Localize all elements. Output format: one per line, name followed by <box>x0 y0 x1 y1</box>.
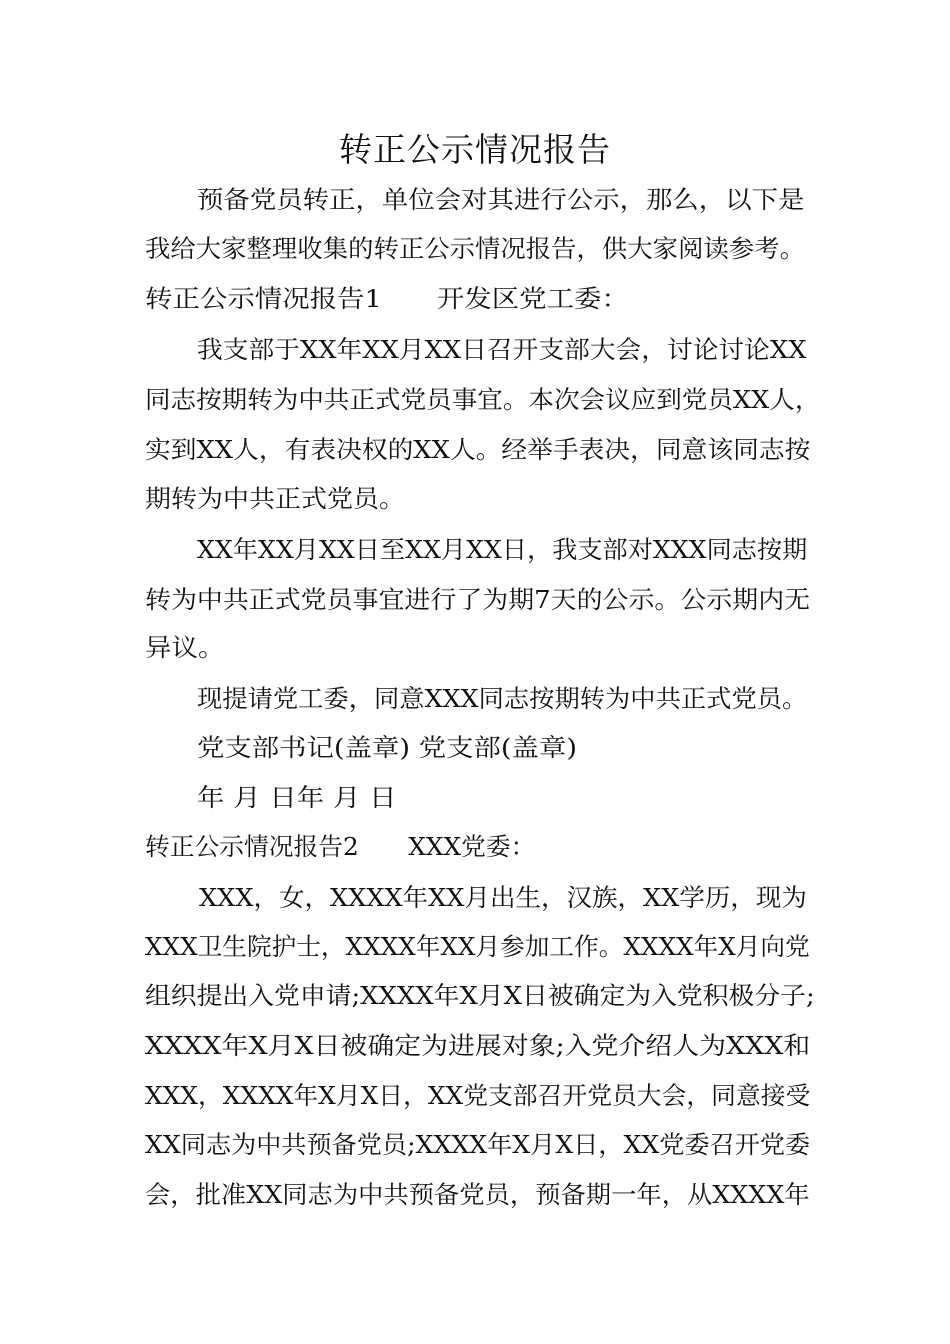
section-heading-line: 转正公示情况报告2 XXX党委： <box>145 832 536 861</box>
paragraph-line: XXX卫生院护士，XXXX年XX月参加工作。XXXX年X月向党 <box>145 932 810 961</box>
paragraph-line: XX同志为中共预备党员;XXXX年X月X日，XX党委召开党委 <box>145 1130 811 1159</box>
paragraph-line: 我给大家整理收集的转正公示情况报告，供大家阅读参考。 <box>145 234 805 263</box>
date-line: 年 月 日年 月 日 <box>197 783 397 812</box>
document-title: 转正公示情况报告 <box>339 130 611 169</box>
section-heading-line: 转正公示情况报告1 开发区党工委： <box>145 284 629 313</box>
paragraph-line: 期转为中共正式党员。 <box>145 484 405 513</box>
paragraph-line: 会，批准XX同志为中共预备党员，预备期一年，从XXXX年 <box>145 1180 810 1209</box>
paragraph-line: 同志按期转为中共正式党员事宜。本次会议应到党员XX人， <box>145 385 821 414</box>
paragraph-line: XXX，女，XXXX年XX月出生，汉族，XX学历，现为 <box>199 883 807 912</box>
signature-line: 党支部书记(盖章) 党支部(盖章) <box>197 733 578 762</box>
paragraph-line: XXXX年X月X日被确定为进展对象;入党介绍人为XXX和 <box>145 1031 811 1060</box>
paragraph-line: 组织提出入党申请;XXXX年X月X日被确定为入党积极分子; <box>145 981 815 1010</box>
paragraph-line: XX年XX月XX日至XX月XX日，我支部对XXX同志按期 <box>197 535 808 564</box>
paragraph-line: 现提请党工委，同意XXX同志按期转为中共正式党员。 <box>197 684 808 713</box>
paragraph-line: XXX，XXXX年X月X日，XX党支部召开党员大会，同意接受 <box>145 1081 811 1110</box>
paragraph-line: 转为中共正式党员事宜进行了为期7天的公示。公示期内无 <box>145 585 811 614</box>
paragraph-line: 预备党员转正，单位会对其进行公示，那么，以下是 <box>197 185 805 214</box>
paragraph-line: 异议。 <box>145 633 225 662</box>
paragraph-line: 实到XX人，有表决权的XX人。经举手表决，同意该同志按 <box>145 435 811 464</box>
paragraph-line: 我支部于XX年XX月XX日召开支部大会，讨论讨论XX <box>197 335 807 364</box>
